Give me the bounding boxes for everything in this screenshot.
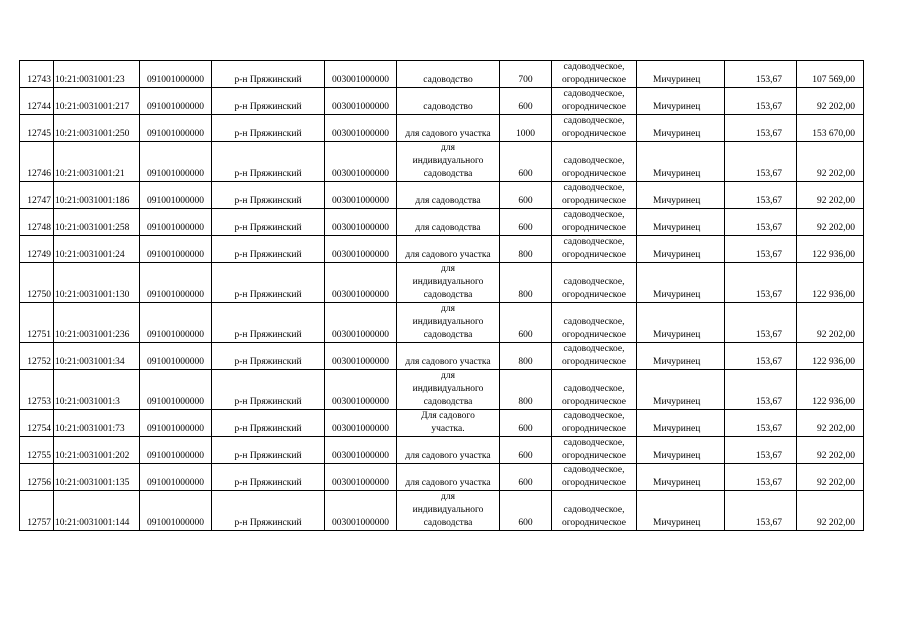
okato-cell: 091001000000 [140,61,212,88]
cadastral-value-cell: 122 936,00 [797,236,864,263]
table-row [20,88,864,115]
table-row [20,182,864,209]
oktmo-cell: 003001000000 [325,182,397,209]
cell-line: для садоводства [415,196,481,206]
cell-line: огородническое [561,75,627,85]
cell-line: для [441,264,455,274]
cell-line: индивидуального [412,384,484,394]
cadastral-number-cell: 10:21:0031001:21 [54,142,140,182]
permitted-use-cell [397,370,500,410]
rate-cell: 153,67 [725,370,797,410]
table-row [20,370,864,410]
cell-line: для садового участка [405,451,491,461]
cell-line: огородническое [561,397,627,407]
permitted-use-cell [397,209,500,236]
category-cell [552,236,637,263]
cadastral-number-cell: 10:21:0031001:236 [54,303,140,343]
area-cell: 1000 [500,115,552,142]
locality-cell: Мичуринец [637,491,725,531]
oktmo-cell: 003001000000 [325,263,397,303]
cell-line: садоводческое, [563,505,625,515]
rate-cell: 153,67 [725,115,797,142]
cell-line: садоводческое, [563,156,625,166]
cell-line: огородническое [561,196,627,206]
table-row [20,236,864,263]
locality-cell: Мичуринец [637,115,725,142]
oktmo-cell: 003001000000 [325,343,397,370]
permitted-use-cell [397,437,500,464]
oktmo-cell: 003001000000 [325,236,397,263]
cadastral-number-cell: 10:21:0031001:135 [54,464,140,491]
rate-cell: 153,67 [725,303,797,343]
table-row [20,491,864,531]
locality-cell: Мичуринец [637,88,725,115]
cell-line: садоводства [423,397,473,407]
cell-line: для садового участка [405,129,491,139]
rate-cell: 153,67 [725,182,797,209]
permitted-use-cell [397,410,500,437]
permitted-use-cell [397,303,500,343]
row-number-cell: 12752 [20,343,54,370]
oktmo-cell: 003001000000 [325,142,397,182]
row-number-cell: 12747 [20,182,54,209]
category-cell [552,491,637,531]
cell-line: садоводческое, [563,465,625,475]
district-cell: р-н Пряжинский [212,263,325,303]
oktmo-cell: 003001000000 [325,115,397,142]
category-cell [552,370,637,410]
district-cell: р-н Пряжинский [212,236,325,263]
area-cell: 600 [500,182,552,209]
cell-line: садоводческое, [563,317,625,327]
area-cell: 600 [500,464,552,491]
table-row [20,437,864,464]
cell-line: для садового участка [405,357,491,367]
cadastral-number-cell: 10:21:0031001:202 [54,437,140,464]
cell-line: для садоводства [415,223,481,233]
category-cell [552,61,637,88]
cell-line: огородническое [561,424,627,434]
okato-cell: 091001000000 [140,115,212,142]
oktmo-cell: 003001000000 [325,464,397,491]
row-number-cell: 12748 [20,209,54,236]
table-row [20,115,864,142]
okato-cell: 091001000000 [140,88,212,115]
table-row [20,263,864,303]
table-row [20,464,864,491]
rate-cell: 153,67 [725,464,797,491]
row-number-cell: 12754 [20,410,54,437]
rate-cell: 153,67 [725,491,797,531]
cell-line: огородническое [561,169,627,179]
cadastral-value-cell: 122 936,00 [797,343,864,370]
category-cell [552,142,637,182]
district-cell: р-н Пряжинский [212,182,325,209]
rate-cell: 153,67 [725,236,797,263]
district-cell: р-н Пряжинский [212,88,325,115]
cadastral-value-cell: 122 936,00 [797,263,864,303]
cadastral-value-cell: 92 202,00 [797,88,864,115]
oktmo-cell: 003001000000 [325,410,397,437]
rate-cell: 153,67 [725,410,797,437]
row-number-cell: 12750 [20,263,54,303]
area-cell: 600 [500,491,552,531]
cadastral-value-cell: 92 202,00 [797,142,864,182]
okato-cell: 091001000000 [140,343,212,370]
cadastral-number-cell: 10:21:0031001:34 [54,343,140,370]
locality-cell: Мичуринец [637,370,725,410]
area-cell: 800 [500,263,552,303]
okato-cell: 091001000000 [140,303,212,343]
cadastral-value-cell: 107 569,00 [797,61,864,88]
cell-line: садоводческое, [563,210,625,220]
cell-line: огородническое [561,290,627,300]
cell-line: огородническое [561,330,627,340]
district-cell: р-н Пряжинский [212,410,325,437]
rate-cell: 153,67 [725,61,797,88]
okato-cell: 091001000000 [140,236,212,263]
area-cell: 600 [500,303,552,343]
category-cell [552,182,637,209]
rate-cell: 153,67 [725,209,797,236]
cadastral-value-cell: 122 936,00 [797,370,864,410]
area-cell: 600 [500,88,552,115]
cell-line: садоводческое, [563,89,625,99]
cell-line: огородническое [561,250,627,260]
oktmo-cell: 003001000000 [325,370,397,410]
district-cell: р-н Пряжинский [212,61,325,88]
cell-line: садоводческое, [563,384,625,394]
district-cell: р-н Пряжинский [212,142,325,182]
cell-line: для садового участка [405,250,491,260]
okato-cell: 091001000000 [140,437,212,464]
cell-line: огородническое [561,129,627,139]
cadastral-value-cell: 92 202,00 [797,437,864,464]
cell-line: огородническое [561,478,627,488]
okato-cell: 091001000000 [140,370,212,410]
oktmo-cell: 003001000000 [325,491,397,531]
district-cell: р-н Пряжинский [212,437,325,464]
locality-cell: Мичуринец [637,437,725,464]
permitted-use-cell [397,115,500,142]
locality-cell: Мичуринец [637,236,725,263]
permitted-use-cell [397,88,500,115]
cell-line: садоводческое, [563,62,625,72]
district-cell: р-н Пряжинский [212,370,325,410]
category-cell [552,209,637,236]
oktmo-cell: 003001000000 [325,437,397,464]
cell-line: садоводческое, [563,277,625,287]
cell-line: садоводческое, [563,116,625,126]
cell-line: садоводческое, [563,237,625,247]
rate-cell: 153,67 [725,142,797,182]
okato-cell: 091001000000 [140,464,212,491]
land-plots-table [19,60,864,531]
category-cell [552,263,637,303]
locality-cell: Мичуринец [637,303,725,343]
cell-line: огородническое [561,518,627,528]
cadastral-number-cell: 10:21:0031001:217 [54,88,140,115]
area-cell: 600 [500,142,552,182]
table-row [20,142,864,182]
cell-line: индивидуального [412,277,484,287]
cadastral-value-cell: 92 202,00 [797,410,864,437]
cell-line: участка. [431,424,465,434]
cell-line: индивидуального [412,505,484,515]
cell-line: для садового участка [405,478,491,488]
rate-cell: 153,67 [725,437,797,464]
cadastral-number-cell: 10:21:0031001:186 [54,182,140,209]
permitted-use-cell [397,464,500,491]
permitted-use-cell [397,236,500,263]
row-number-cell: 12751 [20,303,54,343]
cell-line: садоводческое, [563,411,625,421]
permitted-use-cell [397,491,500,531]
cadastral-value-cell: 92 202,00 [797,491,864,531]
table-row [20,209,864,236]
cell-line: огородническое [561,223,627,233]
table-row [20,303,864,343]
category-cell [552,410,637,437]
okato-cell: 091001000000 [140,142,212,182]
locality-cell: Мичуринец [637,410,725,437]
cadastral-number-cell: 10:21:0031001:258 [54,209,140,236]
permitted-use-cell [397,142,500,182]
category-cell [552,115,637,142]
row-number-cell: 12755 [20,437,54,464]
cell-line: Для садового [421,411,475,421]
cadastral-number-cell: 10:21:0031001:24 [54,236,140,263]
district-cell: р-н Пряжинский [212,491,325,531]
cell-line: индивидуального [412,317,484,327]
table-row [20,343,864,370]
row-number-cell: 12743 [20,61,54,88]
oktmo-cell: 003001000000 [325,61,397,88]
row-number-cell: 12756 [20,464,54,491]
cadastral-value-cell: 92 202,00 [797,303,864,343]
okato-cell: 091001000000 [140,491,212,531]
row-number-cell: 12749 [20,236,54,263]
table-row [20,410,864,437]
area-cell: 800 [500,236,552,263]
oktmo-cell: 003001000000 [325,303,397,343]
okato-cell: 091001000000 [140,410,212,437]
district-cell: р-н Пряжинский [212,343,325,370]
cell-line: индивидуального [412,156,484,166]
cell-line: для [441,304,455,314]
cadastral-value-cell: 92 202,00 [797,464,864,491]
locality-cell: Мичуринец [637,182,725,209]
cell-line: для [441,371,455,381]
cell-line: садоводство [423,102,473,112]
row-number-cell: 12757 [20,491,54,531]
district-cell: р-н Пряжинский [212,115,325,142]
cell-line: садоводческое, [563,183,625,193]
district-cell: р-н Пряжинский [212,303,325,343]
area-cell: 800 [500,370,552,410]
permitted-use-cell [397,343,500,370]
cadastral-number-cell: 10:21:0031001:130 [54,263,140,303]
cadastral-number-cell: 10:21:0031001:144 [54,491,140,531]
rate-cell: 153,67 [725,263,797,303]
table-body [20,61,864,531]
district-cell: р-н Пряжинский [212,464,325,491]
category-cell [552,303,637,343]
cell-line: садоводство [423,75,473,85]
cell-line: для [441,492,455,502]
row-number-cell: 12746 [20,142,54,182]
cell-line: огородническое [561,451,627,461]
locality-cell: Мичуринец [637,142,725,182]
row-number-cell: 12744 [20,88,54,115]
permitted-use-cell [397,182,500,209]
locality-cell: Мичуринец [637,263,725,303]
cell-line: для [441,143,455,153]
cell-line: садоводства [423,169,473,179]
row-number-cell: 12745 [20,115,54,142]
cadastral-number-cell: 10:21:0031001:3 [54,370,140,410]
locality-cell: Мичуринец [637,61,725,88]
cell-line: садоводства [423,518,473,528]
okato-cell: 091001000000 [140,263,212,303]
cell-line: садоводческое, [563,438,625,448]
cadastral-value-cell: 153 670,00 [797,115,864,142]
cadastral-number-cell: 10:21:0031001:250 [54,115,140,142]
cell-line: садоводства [423,330,473,340]
cadastral-value-cell: 92 202,00 [797,182,864,209]
locality-cell: Мичуринец [637,209,725,236]
row-number-cell: 12753 [20,370,54,410]
area-cell: 600 [500,437,552,464]
locality-cell: Мичуринец [637,464,725,491]
okato-cell: 091001000000 [140,209,212,236]
cell-line: огородническое [561,102,627,112]
table-row [20,61,864,88]
cell-line: огородническое [561,357,627,367]
area-cell: 600 [500,410,552,437]
rate-cell: 153,67 [725,88,797,115]
oktmo-cell: 003001000000 [325,88,397,115]
cadastral-number-cell: 10:21:0031001:73 [54,410,140,437]
area-cell: 800 [500,343,552,370]
locality-cell: Мичуринец [637,343,725,370]
okato-cell: 091001000000 [140,182,212,209]
category-cell [552,343,637,370]
district-cell: р-н Пряжинский [212,209,325,236]
permitted-use-cell [397,263,500,303]
area-cell: 600 [500,209,552,236]
category-cell [552,437,637,464]
area-cell: 700 [500,61,552,88]
category-cell [552,88,637,115]
cadastral-number-cell: 10:21:0031001:23 [54,61,140,88]
cadastral-value-cell: 92 202,00 [797,209,864,236]
cell-line: садоводческое, [563,344,625,354]
category-cell [552,464,637,491]
oktmo-cell: 003001000000 [325,209,397,236]
permitted-use-cell [397,61,500,88]
cell-line: садоводства [423,290,473,300]
rate-cell: 153,67 [725,343,797,370]
